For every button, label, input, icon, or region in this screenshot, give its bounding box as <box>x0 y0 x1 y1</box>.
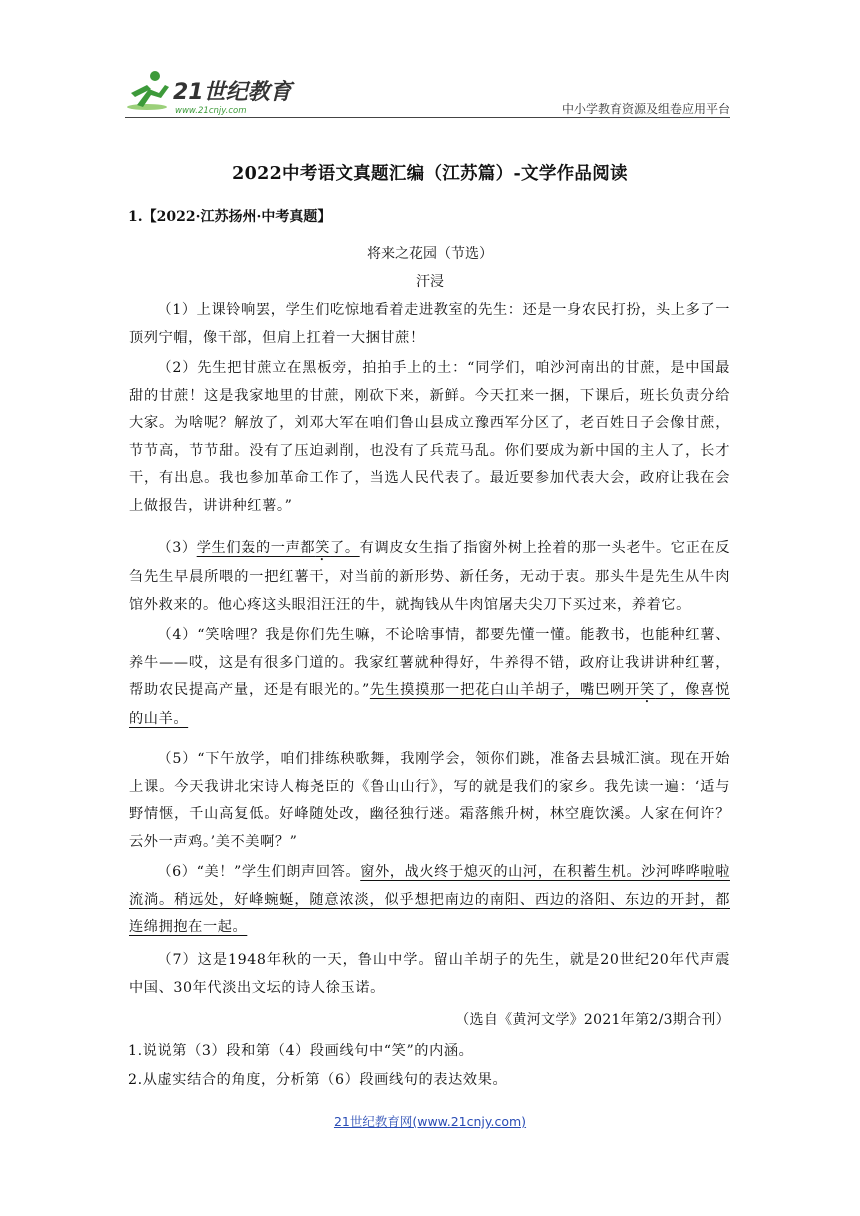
paragraph-2: （2）先生把甘蔗立在黑板旁，拍拍手上的土：“同学们，咱沙河南出的甘蔗，是中国最甜的甘蔗！这是我家地里的甘蔗，刚砍下来，新鲜。今天扛来一捆，下课后，班长负责分给大家。为啥呢？解放了，刘邓大军在咱们鲁山县成立豫西军分区了，老百姓日子会像甘蔗，节节高，节节甜。没有了压迫剥削，也没有了兵荒马乱。你们要成为新中国的主人了，长才干，有出息。我也参加革命工作了，当选人民代表了。最近要参加代表大会，政府让我在会上做报告，讲讲种红薯。” <box>129 360 730 514</box>
underlined-sentence-4: 先生摸摸那一把花白山羊胡子，嘴巴咧开笑了，像喜悦的山羊。 <box>129 682 730 728</box>
header-divider <box>125 117 730 118</box>
question-1: 1.说说第（3）段和第（4）段画线句中“笑”的内涵。 <box>128 1043 474 1059</box>
paragraph-1: （1）上课铃响罢，学生们吃惊地看着走进教室的先生：还是一身农民打扮，头上多了一顶列宁帽，像干部，但肩上扛着一大捆甘蔗！ <box>129 302 730 346</box>
footer-link[interactable]: 21世纪教育网(www.21cnjy.com) <box>333 1114 527 1129</box>
paragraph-5: （5）“下午放学，咱们排练秧歌舞，我刚学会，领你们跳，准备去县城汇演。现在开始上课。今天我讲北宋诗人梅尧臣的《鲁山山行》，写的就是我们的家乡。我先读一遍：‘适与野情惬，千山高复低。好峰随处改，幽径独行迷。霜落熊升树，林空鹿饮溪。人家在何许？云外一声鸡。’美不美啊？” <box>129 751 730 850</box>
underlined-sentence-6: 窗外，战火终于熄灭的山河，在积蓄生机。沙河哗哗啦啦流淌。稍远处，好峰蜿蜒，随意浓淡，似乎想把南边的南阳、西边的洛阳、东边的开封，都连绵拥抱在一起。 <box>129 864 730 936</box>
page-header <box>125 62 730 122</box>
article-author: 汗浸 <box>416 274 444 290</box>
page-title: 2022中考语文真题汇编（江苏篇）-文学作品阅读 <box>232 164 628 184</box>
site-logo <box>125 67 295 117</box>
paragraph-6: （6）“美！”学生们朗声回答。窗外，战火终于熄灭的山河，在积蓄生机。沙河哗哗啦啦流淌。稍远处，好峰蜿蜒，随意浓淡，似乎想把南边的南阳、西边的洛阳、东边的开封，都连绵拥抱在一起。 <box>129 864 730 936</box>
platform-name: 中小学教育资源及组卷应用平台 <box>561 102 730 116</box>
paragraph-4: （4）“笑啥哩？我是你们先生嘛，不论啥事情，都要先懂一懂。能教书，也能种红薯、养牛——哎，这是有很多门道的。我家红薯就种得好，牛养得不错，政府让我讲讲种红薯，帮助农民提高产量，还是有眼光的。”先生摸摸那一把花白山羊胡子，嘴巴咧开笑了，像喜悦的山羊。 <box>129 627 730 728</box>
article-title: 将来之花园（节选） <box>367 246 493 262</box>
source-citation: （选自《黄河文学》2021年第2/3期合刊） <box>455 1012 730 1028</box>
emphasis-xiao: 笑 <box>315 540 331 556</box>
question-2: 2.从虚实结合的角度，分析第（6）段画线句的表达效果。 <box>128 1072 508 1088</box>
paragraph-7: （7）这是1948年秋的一天，鲁山中学。留山羊胡子的先生，就是20世纪20年代声震中国、30年代淡出文坛的诗人徐玉诺。 <box>129 952 730 996</box>
logo-url: www.21cnjy.com <box>175 106 247 116</box>
underlined-sentence-3: 学生们轰的一声都笑了。 <box>196 540 360 556</box>
logo-wordmark: 21世纪教育 <box>173 80 292 105</box>
question-heading: 1.【2022·江苏扬州·中考真题】 <box>128 209 332 225</box>
paragraph-3: （3）学生们轰的一声都笑了。有调皮女生指了指窗外树上拴着的那一头老牛。它正在反刍先生早晨所喂的一把红薯干，对当前的新形势、新任务，无动于衷。那头牛是先生从牛肉馆外救来的。他心疼这头眼泪汪汪的牛，就掏钱从牛肉馆屠夫尖刀下买过来，养着它。 <box>129 540 731 613</box>
emphasis-xiao: 笑 <box>640 682 656 699</box>
